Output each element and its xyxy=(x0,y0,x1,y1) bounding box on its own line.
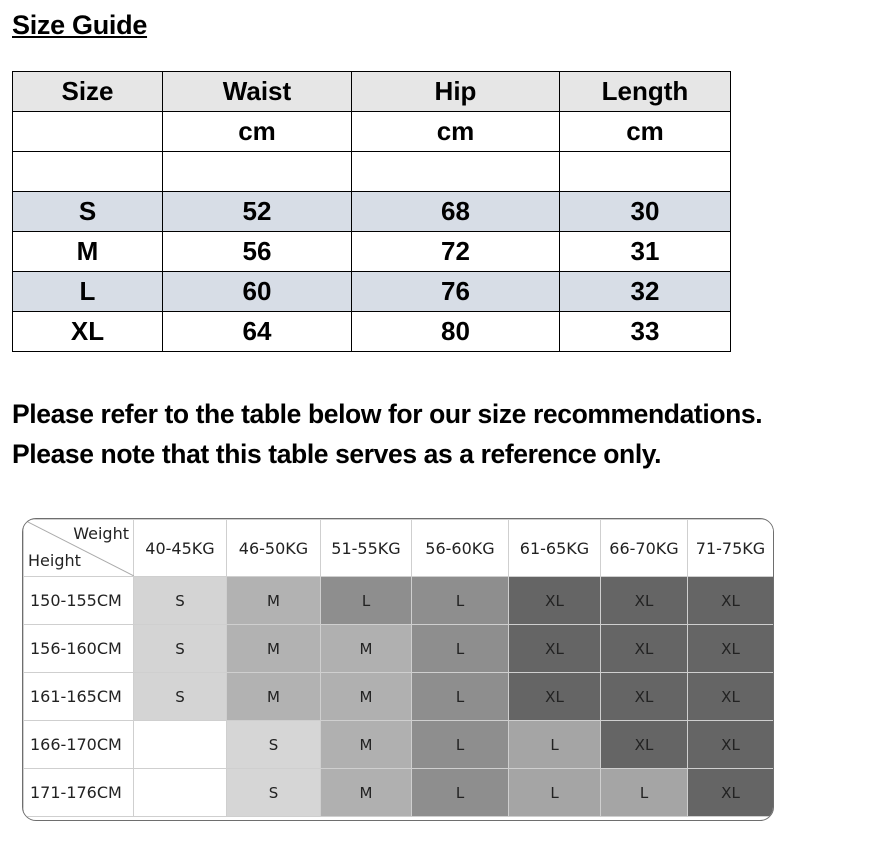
size-table-cell: M xyxy=(13,232,163,272)
weight-header: 66-70KG xyxy=(601,520,688,577)
size-cell: L xyxy=(509,769,601,817)
size-cell: M xyxy=(227,625,321,673)
height-label: 156-160CM xyxy=(24,625,134,673)
size-table-cell: 32 xyxy=(560,272,731,312)
recommendation-row xyxy=(24,721,774,769)
weight-header: 56-60KG xyxy=(412,520,509,577)
size-table-cell: 68 xyxy=(352,192,560,232)
size-cell: S xyxy=(134,673,227,721)
size-table-cell: 72 xyxy=(352,232,560,272)
size-table-cell: 33 xyxy=(560,312,731,352)
size-cell: S xyxy=(134,577,227,625)
size-table xyxy=(12,71,731,352)
size-table-cell xyxy=(352,152,560,192)
weight-header: 40-45KG xyxy=(134,520,227,577)
size-table-cell: 60 xyxy=(163,272,352,312)
size-table-cell: cm xyxy=(560,112,731,152)
recommendation-row xyxy=(24,625,774,673)
size-cell: XL xyxy=(601,673,688,721)
size-table-empty-row xyxy=(13,152,731,192)
size-table-cell xyxy=(163,152,352,192)
size-cell: L xyxy=(321,577,412,625)
size-cell: L xyxy=(412,769,509,817)
note-line-2: Please note that this table serves as a reference only. xyxy=(12,439,662,469)
size-table-units-row xyxy=(13,112,731,152)
size-cell: M xyxy=(321,673,412,721)
size-table-cell: Hip xyxy=(352,72,560,112)
height-label: 171-176CM xyxy=(24,769,134,817)
size-cell: S xyxy=(134,625,227,673)
size-table-row xyxy=(13,192,731,232)
size-table-cell: cm xyxy=(352,112,560,152)
page-title: Size Guide xyxy=(12,10,148,40)
size-table-cell xyxy=(13,152,163,192)
size-cell: M xyxy=(321,769,412,817)
size-cell: L xyxy=(412,721,509,769)
size-table-cell: XL xyxy=(13,312,163,352)
size-table-cell xyxy=(560,152,731,192)
corner-weight-label: Weight xyxy=(73,524,129,543)
size-cell: XL xyxy=(601,625,688,673)
size-cell: L xyxy=(601,769,688,817)
size-table-cell: 76 xyxy=(352,272,560,312)
size-table-row xyxy=(13,232,731,272)
size-cell: S xyxy=(227,769,321,817)
size-table-cell: cm xyxy=(163,112,352,152)
size-table-cell: 30 xyxy=(560,192,731,232)
corner-height-label: Height xyxy=(28,551,81,570)
size-cell: XL xyxy=(688,721,774,769)
size-cell: M xyxy=(227,577,321,625)
size-cell: XL xyxy=(688,769,774,817)
height-label: 166-170CM xyxy=(24,721,134,769)
recommendation-row xyxy=(24,769,774,817)
size-cell: XL xyxy=(509,625,601,673)
size-cell: XL xyxy=(601,721,688,769)
size-note xyxy=(12,394,872,474)
height-label: 161-165CM xyxy=(24,673,134,721)
size-cell: L xyxy=(412,673,509,721)
recommendation-row xyxy=(24,577,774,625)
size-table-cell: S xyxy=(13,192,163,232)
size-table-cell: 52 xyxy=(163,192,352,232)
size-cell: XL xyxy=(601,577,688,625)
weight-header: 51-55KG xyxy=(321,520,412,577)
size-cell: M xyxy=(227,673,321,721)
recommendation-header-row xyxy=(24,520,774,577)
size-cell xyxy=(134,769,227,817)
size-cell: XL xyxy=(509,577,601,625)
size-table-cell: Size xyxy=(13,72,163,112)
weight-header: 46-50KG xyxy=(227,520,321,577)
size-table-row xyxy=(13,272,731,312)
size-cell: M xyxy=(321,625,412,673)
size-cell: XL xyxy=(688,673,774,721)
note-line-1: Please refer to the table below for our size recommendations. xyxy=(12,399,763,429)
size-cell: L xyxy=(412,625,509,673)
weight-header: 61-65KG xyxy=(509,520,601,577)
size-cell: L xyxy=(412,577,509,625)
size-table-row xyxy=(13,312,731,352)
size-table-cell: 64 xyxy=(163,312,352,352)
size-cell: M xyxy=(321,721,412,769)
size-table-header-row xyxy=(13,72,731,112)
size-cell: XL xyxy=(688,625,774,673)
size-cell: L xyxy=(509,721,601,769)
size-cell: XL xyxy=(688,577,774,625)
size-cell xyxy=(134,721,227,769)
size-table-cell: 80 xyxy=(352,312,560,352)
size-table-cell: Waist xyxy=(163,72,352,112)
height-label: 150-155CM xyxy=(24,577,134,625)
corner-cell xyxy=(24,520,134,577)
size-table-cell: 31 xyxy=(560,232,731,272)
recommendation-table xyxy=(23,519,774,817)
size-table-cell: Length xyxy=(560,72,731,112)
size-table-cell: 56 xyxy=(163,232,352,272)
size-cell: S xyxy=(227,721,321,769)
recommendation-chart xyxy=(22,518,774,821)
size-cell: XL xyxy=(509,673,601,721)
recommendation-row xyxy=(24,673,774,721)
size-table-cell xyxy=(13,112,163,152)
weight-header: 71-75KG xyxy=(688,520,774,577)
size-table-cell: L xyxy=(13,272,163,312)
